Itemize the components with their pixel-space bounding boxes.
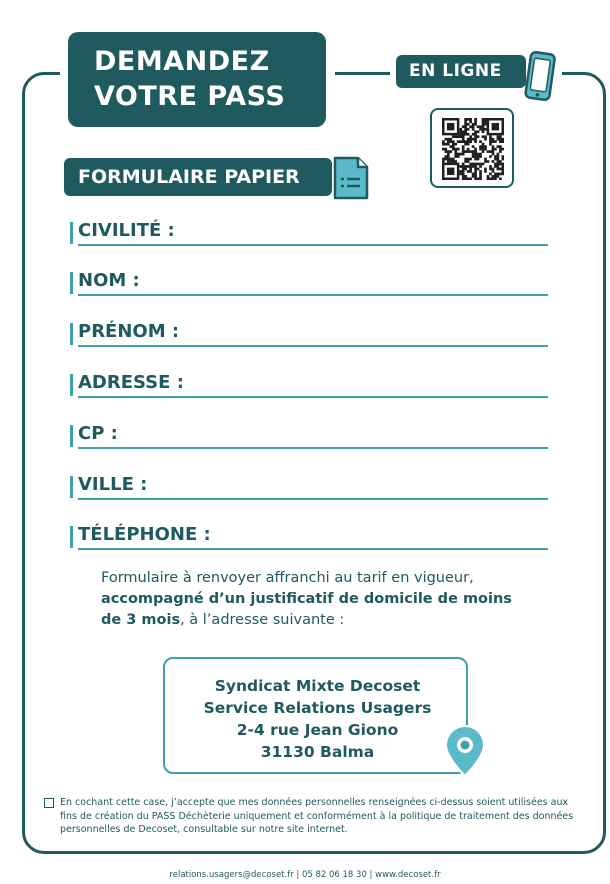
address-line-4: 31130 Balma: [260, 743, 375, 761]
field-label: TÉLÉPHONE :: [78, 524, 211, 545]
consent-text: En cochant cette case, j’accepte que mes données personnelles renseignées ci-dessus soient utilisées aux fins de création du PASS Déchèterie uniquement et conformément à la politique de traitement des données personnelles de Decoset, consultable sur notre site internet.: [60, 797, 574, 835]
field-line[interactable]: [78, 396, 548, 398]
address-line-2: Service Relations Usagers: [203, 699, 432, 717]
field-line[interactable]: [78, 345, 548, 347]
document-icon: [330, 154, 372, 202]
field-marker: [70, 272, 73, 294]
location-pin-icon: [441, 725, 489, 779]
title-line-1: DEMANDEZ: [94, 46, 270, 77]
instructions-line-1: Formulaire à renvoyer affranchi au tarif en vigueur,: [101, 570, 474, 586]
instructions-line-3: de 3 mois, à l’adresse suivante :: [101, 612, 345, 628]
footer-contact: relations.usagers@decoset.fr | 05 82 06 18 30 | www.decoset.fr: [169, 870, 441, 880]
field-marker: [70, 476, 73, 498]
instructions-text: [101, 568, 541, 631]
field-telephone[interactable]: [70, 520, 548, 550]
field-label: NOM :: [78, 270, 140, 291]
paper-form-heading: FORMULAIRE PAPIER: [64, 158, 332, 196]
field-label: VILLE :: [78, 474, 148, 495]
qr-code-frame[interactable]: [430, 108, 514, 188]
field-line[interactable]: [78, 447, 548, 449]
address-line-1: Syndicat Mixte Decoset: [214, 677, 421, 695]
field-cp[interactable]: [70, 419, 548, 449]
field-adresse[interactable]: [70, 368, 548, 398]
field-marker: [70, 222, 73, 244]
address-line-3: 2-4 rue Jean Giono: [236, 721, 399, 739]
field-label: CP :: [78, 423, 118, 444]
field-label: ADRESSE :: [78, 372, 184, 393]
field-marker: [70, 323, 73, 345]
field-label: PRÉNOM :: [78, 321, 180, 342]
field-label: CIVILITÉ :: [78, 220, 175, 241]
field-line[interactable]: [78, 294, 548, 296]
field-ville[interactable]: [70, 470, 548, 500]
field-prenom[interactable]: [70, 317, 548, 347]
mailing-address: [163, 657, 468, 774]
field-line[interactable]: [78, 498, 548, 500]
field-civilite[interactable]: [70, 216, 548, 246]
field-marker: [70, 425, 73, 447]
field-line[interactable]: [78, 548, 548, 550]
online-badge: EN LIGNE: [396, 55, 526, 88]
field-marker: [70, 526, 73, 548]
qr-code-icon[interactable]: [442, 118, 504, 180]
field-marker: [70, 374, 73, 396]
smartphone-icon: [523, 50, 557, 104]
title-line-2: VOTRE PASS: [94, 81, 286, 112]
consent-checkbox[interactable]: [44, 798, 54, 808]
page-title: [68, 32, 326, 127]
field-nom[interactable]: [70, 266, 548, 296]
field-line[interactable]: [78, 244, 548, 246]
instructions-line-2: accompagné d’un justificatif de domicile de moins: [101, 591, 512, 607]
